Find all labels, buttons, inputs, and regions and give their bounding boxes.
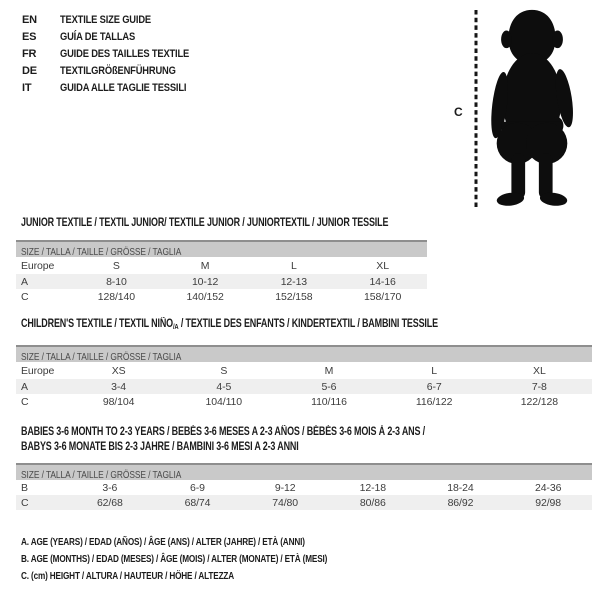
size-cell: 110/116	[311, 395, 347, 408]
language-title: GUIDA ALLE TAGLIE TESSILI	[60, 81, 187, 94]
babies-title-line2: BABYS 3-6 MONATE BIS 2-3 JAHRE / BAMBINI 3-6 MESI A 2-3 ANNI	[21, 440, 299, 453]
size-cell: 152/158	[275, 290, 313, 303]
size-cell: 140/152	[186, 290, 224, 303]
size-cell: 4-5	[216, 380, 232, 393]
junior-title-text: JUNIOR TEXTILE / TEXTIL JUNIOR/ TEXTILE JUNIOR / JUNIORTEXTIL / JUNIOR TESSILE	[21, 217, 389, 229]
language-row	[22, 28, 212, 45]
size-cell: 3-6	[102, 481, 118, 494]
babies-title-line1: BABIES 3-6 MONTH TO 2-3 YEARS / BEBÉS 3-6 MESES A 2-3 AÑOS / BÉBÉS 3-6 MOIS À 2-3 ANS /	[21, 426, 425, 438]
size-cell: 104/110	[205, 395, 243, 408]
baby-figure	[450, 4, 580, 214]
row-label-cell: B	[21, 481, 28, 494]
table-row	[16, 362, 592, 379]
row-label-cell: A	[21, 275, 28, 288]
legend-note-c-text: C. (cm) HEIGHT / ALTURA / HAUTEUR / HÖHE / ALTEZZA	[21, 570, 235, 583]
size-cell: M	[200, 259, 210, 272]
size-cell: 9-12	[274, 481, 296, 494]
legend-note-b-text: B. AGE (MONTHS) / EDAD (MESES) / ÂGE (MOIS) / ALTER (MONATE) / ETÀ (MESI)	[21, 553, 328, 566]
babies-table	[16, 480, 592, 510]
children-table	[16, 362, 592, 409]
row-label-cell: C	[21, 395, 29, 408]
size-cell: 158/170	[363, 290, 402, 303]
size-cell: M	[324, 364, 334, 377]
size-cell: 116/122	[415, 395, 453, 408]
table-row	[16, 289, 427, 304]
language-code: DE	[22, 64, 37, 77]
height-dashed-line	[473, 10, 479, 208]
language-code: IT	[22, 81, 32, 94]
size-cell: 68/74	[184, 496, 211, 509]
size-cell: XL	[376, 259, 389, 272]
size-cell: 128/140	[97, 290, 135, 303]
size-header-label: SIZE / TALLA / TAILLE / GRÖSSE / TAGLIA	[21, 351, 182, 363]
baby-silhouette-icon	[486, 6, 578, 212]
language-row	[22, 62, 212, 79]
children-title-post: / TEXTILE DES ENFANTS / KINDERTEXTIL / BAMBINI TESSILE	[178, 318, 438, 330]
legend-note-b	[21, 553, 414, 570]
table-row	[16, 495, 592, 510]
junior-section-title	[21, 217, 492, 229]
size-cell: 80/86	[359, 496, 386, 509]
children-title-text	[21, 318, 438, 331]
row-label-cell: Europe	[21, 364, 55, 377]
size-cell: 14-16	[369, 275, 396, 288]
legend-note-a-text: A. AGE (YEARS) / EDAD (AÑOS) / ÂGE (ANS) / ALTER (JAHRE) / ETÀ (ANNI)	[21, 536, 305, 548]
size-cell: 6-9	[190, 481, 205, 494]
size-cell: L	[431, 364, 438, 377]
size-cell: L	[291, 259, 297, 272]
size-header-bar	[16, 345, 592, 362]
size-cell: 24-36	[534, 481, 562, 494]
size-cell: 12-13	[280, 275, 308, 288]
row-label-cell: A	[21, 380, 28, 393]
legend-note-c	[21, 570, 414, 587]
size-header-bar	[16, 240, 427, 257]
row-label-cell: Europe	[21, 259, 55, 272]
size-cell: XL	[533, 364, 546, 377]
size-cell: 18-24	[447, 481, 474, 494]
language-code: FR	[22, 47, 37, 60]
size-cell: 5-6	[321, 380, 337, 393]
legend-notes	[21, 536, 414, 588]
size-header-label: SIZE / TALLA / TAILLE / GRÖSSE / TAGLIA	[21, 246, 182, 258]
size-header-bar	[16, 463, 592, 480]
children-title-pre: CHILDREN'S TEXTILE / TEXTIL NIÑO	[21, 318, 173, 330]
junior-table	[16, 257, 427, 304]
size-cell: 10-12	[191, 275, 219, 288]
language-title: GUIDE DES TAILLES TEXTILE	[60, 47, 190, 60]
row-label-cell: C	[21, 290, 29, 303]
language-row	[22, 79, 212, 96]
size-header-label: SIZE / TALLA / TAILLE / GRÖSSE / TAGLIA	[21, 469, 182, 481]
size-cell: 7-8	[531, 380, 547, 393]
size-cell: S	[220, 364, 228, 377]
size-cell: 12-18	[359, 481, 386, 494]
height-measure-label: C	[454, 105, 463, 119]
language-title: GUÍA DE TALLAS	[60, 30, 136, 43]
language-row	[22, 11, 212, 28]
size-cell: 92/98	[535, 496, 562, 509]
children-title-subscript: /A	[172, 322, 179, 331]
language-title: TEXTILE SIZE GUIDE	[60, 13, 151, 26]
legend-note-a	[21, 536, 414, 553]
language-title: TEXTILGRÖßENFÜHRUNG	[60, 64, 176, 77]
size-cell: 86/92	[447, 496, 474, 509]
table-row	[16, 480, 592, 495]
table-row	[16, 379, 592, 394]
language-code: ES	[22, 30, 37, 43]
table-row	[16, 394, 592, 409]
size-cell: 8-10	[106, 275, 127, 288]
size-cell: 6-7	[426, 380, 442, 393]
size-cell: XS	[111, 364, 126, 377]
babies-section-title	[21, 425, 539, 454]
size-cell: 62/68	[96, 496, 123, 509]
size-cell: 3-4	[111, 380, 127, 393]
row-label-cell: C	[21, 496, 29, 509]
language-code: EN	[22, 13, 37, 26]
language-row	[22, 45, 212, 62]
size-cell: 122/128	[520, 395, 558, 408]
children-section-title	[21, 318, 555, 331]
language-title-list	[22, 11, 212, 96]
size-cell: 74/80	[272, 496, 299, 509]
table-row	[16, 257, 427, 274]
size-cell: 98/104	[102, 395, 135, 408]
table-row	[16, 274, 427, 289]
size-cell: S	[112, 259, 120, 272]
